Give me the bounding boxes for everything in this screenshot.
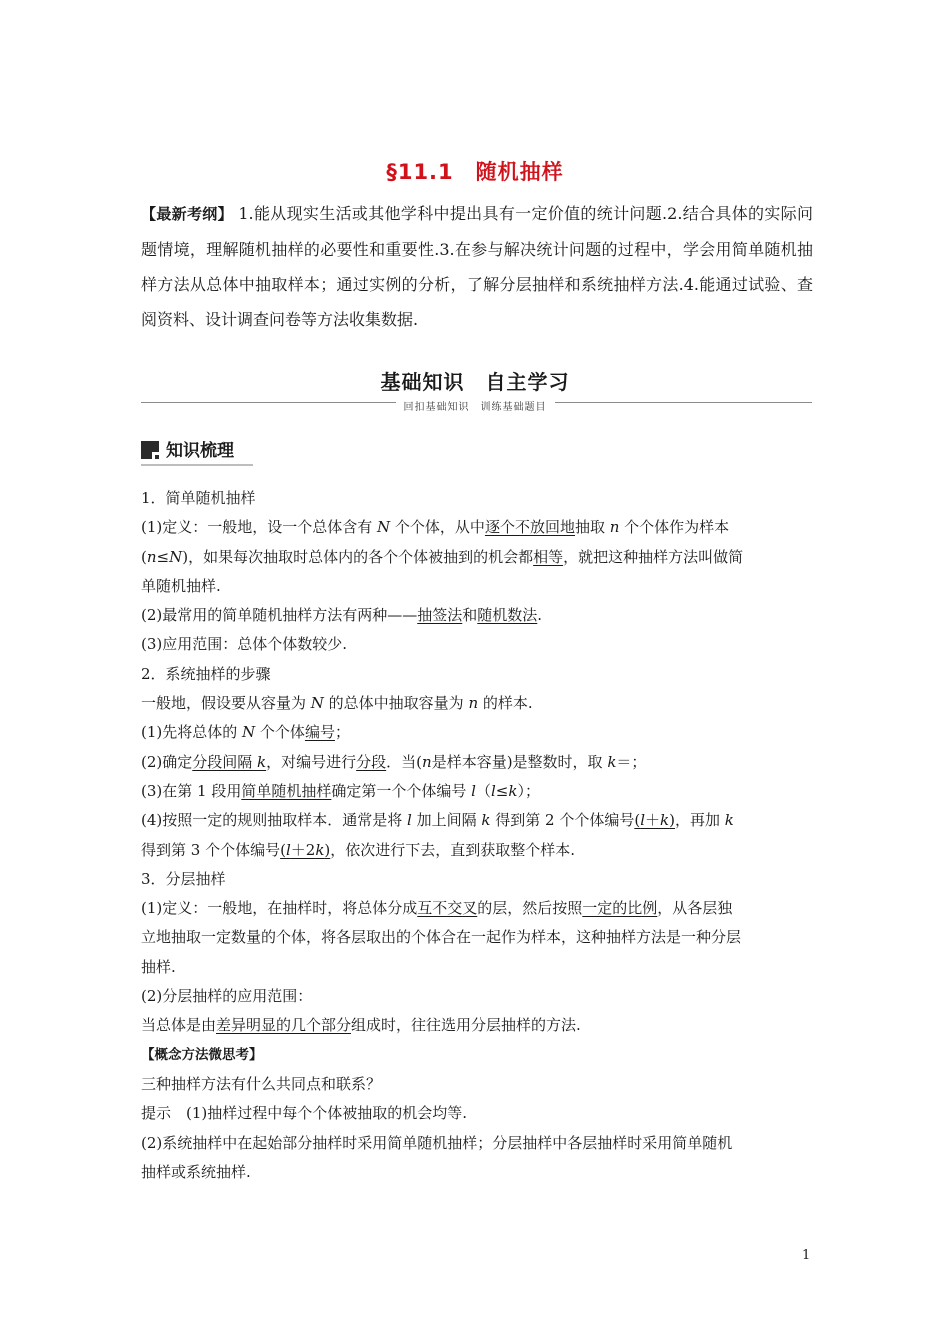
text-segment: 是样本容量)是整数时，取 xyxy=(431,752,608,771)
content-line xyxy=(141,1041,813,1070)
text-segment: ，就把这种抽样方法叫做简 xyxy=(563,547,744,566)
underlined-answer: 分段 xyxy=(356,752,387,771)
content-line xyxy=(141,630,813,659)
underlined-answer: ＋2 xyxy=(290,840,316,859)
text-segment: （ xyxy=(475,781,491,800)
underlined-answer: ) xyxy=(669,811,675,830)
content-line xyxy=(141,953,813,982)
content-line xyxy=(141,865,813,894)
text-segment: 单随机抽样. xyxy=(141,576,221,595)
text-segment: 当总体是由 xyxy=(141,1016,217,1035)
underlined-answer: 编号 xyxy=(304,723,335,742)
text-segment: (1)定义：一般地，设一个总体含有 xyxy=(141,518,378,537)
text-segment: . xyxy=(537,606,543,625)
section-banner-subtitle: 回扣基础知识 训练基础题目 xyxy=(396,402,555,413)
text-segment: 抽样或系统抽样. xyxy=(141,1162,251,1181)
content-line xyxy=(141,748,813,777)
text-segment: 的层，然后按照 xyxy=(477,899,583,918)
content-line xyxy=(141,484,813,513)
text-segment: n xyxy=(609,518,620,537)
text-segment: (2)分层抽样的应用范围： xyxy=(141,987,313,1006)
knowledge-content xyxy=(141,484,813,1187)
underlined-answer: ) xyxy=(324,840,331,859)
text-segment: (2)最常用的简单随机抽样方法有两种—— xyxy=(141,606,418,625)
underlined-answer: ( xyxy=(634,811,641,830)
text-segment: 2．系统抽样的步骤 xyxy=(141,664,271,683)
underlined-answer: ( xyxy=(280,840,286,859)
underlined-answer: 一定的比例 xyxy=(582,899,658,918)
text-segment: 三种抽样方法有什么共同点和联系？ xyxy=(141,1074,382,1093)
section-banner-subtitle-wrap xyxy=(0,395,950,414)
content-line xyxy=(141,894,813,923)
text-segment: k xyxy=(607,752,617,771)
underlined-answer: 互不交叉 xyxy=(417,899,478,918)
text-segment: (2)确定 xyxy=(141,752,193,771)
text-segment: 3．分层抽样 xyxy=(141,869,226,888)
underlined-answer: 随机数法 xyxy=(477,606,538,625)
underlined-answer: l xyxy=(640,811,646,830)
exam-outline-text: 1.能从现实生活或其他学科中提出具有一定价值的统计问题.2.结合具体的实际问题情境，理解随机抽样的必要性和重要性.3.在参与解决统计问题的过程中，学会用简单随机抽样方法从总体中抽取样本；通过实例的分析，了解分层抽样和系统抽样方法.4.能通过试验、查阅资料、设计调查问卷等方法收集数据. xyxy=(141,204,813,329)
text-segment: (2)系统抽样中在起始部分抽样时采用简单随机抽样；分层抽样中各层抽样时采用简单随机 xyxy=(141,1133,733,1152)
text-segment: ，从各层独 xyxy=(657,899,733,918)
text-segment: (3)应用范围：总体个体数较少. xyxy=(141,635,348,654)
text-segment: k xyxy=(481,811,491,830)
text-segment: N xyxy=(242,723,256,742)
content-line xyxy=(141,1070,813,1099)
text-segment: l xyxy=(490,781,496,800)
content-line xyxy=(141,1158,813,1187)
text-segment: k xyxy=(724,811,734,830)
content-line xyxy=(141,836,813,865)
text-segment: 1．简单随机抽样 xyxy=(141,489,256,507)
text-segment: ，依次进行下去，直到获取整个样本. xyxy=(330,840,576,859)
square-bullet-icon xyxy=(141,441,159,459)
text-segment: 得到第 3 个个体编号 xyxy=(141,840,281,859)
content-line xyxy=(141,1129,813,1158)
text-segment: l xyxy=(407,811,412,830)
text-segment: (1)先将总体的 xyxy=(141,723,243,742)
text-segment: 组成时，往往选用分层抽样的方法. xyxy=(351,1016,581,1035)
text-segment: n xyxy=(422,752,432,771)
text-segment: n xyxy=(146,547,157,566)
text-segment: 立地抽取一定数量的个体，将各层取出的个体合在一起作为样本，这种抽样方法是一种分层 xyxy=(141,928,742,947)
text-segment: ≤ xyxy=(156,547,170,566)
text-segment: ）； xyxy=(517,781,540,800)
text-segment: 和 xyxy=(462,606,478,625)
text-segment: 的样本. xyxy=(478,694,533,713)
text-segment: 加上间隔 xyxy=(411,811,482,830)
underlined-answer: k xyxy=(257,752,267,771)
content-line xyxy=(141,572,813,601)
text-segment: 的总体中抽取容量为 xyxy=(323,694,469,713)
text-segment: ≤ xyxy=(495,781,509,800)
page-title: §11.1 随机抽样 xyxy=(386,160,564,184)
text-segment: l xyxy=(471,781,476,800)
text-segment: k xyxy=(508,781,518,800)
content-line xyxy=(141,777,813,806)
content-line xyxy=(141,806,813,835)
text-segment: ．当( xyxy=(386,752,423,771)
page-number: 1 xyxy=(802,1248,811,1263)
text-segment: ，对编号进行 xyxy=(266,752,357,771)
text-segment: N xyxy=(377,518,391,537)
knowledge-section-title: 知识梳理 xyxy=(166,441,234,461)
text-segment: (1)定义：一般地，在抽样时，将总体分成 xyxy=(141,899,418,918)
text-segment: 抽取 xyxy=(574,518,610,537)
section-banner-title: 基础知识 自主学习 xyxy=(380,370,570,394)
content-line xyxy=(141,513,813,542)
content-line xyxy=(141,543,813,572)
underlined-answer: ＋ xyxy=(645,811,661,830)
underlined-answer: k xyxy=(315,840,325,859)
text-segment: n xyxy=(468,694,479,713)
text-segment: )，如果每次抽取时总体内的各个个体被抽到的机会都 xyxy=(182,547,534,566)
text-segment: ； xyxy=(334,723,350,742)
content-line xyxy=(141,1011,813,1040)
text-segment: 一般地，假设要从容量为 xyxy=(141,694,311,713)
exam-outline-tag: 【最新考纲】 xyxy=(141,205,233,223)
text-segment: ＝； xyxy=(616,752,647,771)
text-segment: 个个体，从中 xyxy=(390,518,485,537)
text-segment: N xyxy=(169,547,183,566)
text-segment: ，再加 xyxy=(674,811,725,830)
text-segment: 确定第一个个体编号 xyxy=(331,781,472,800)
underlined-answer: 相等 xyxy=(533,547,564,566)
text-segment: (4)按照一定的规则抽取样本．通常是将 xyxy=(141,811,408,830)
underlined-answer: k xyxy=(660,811,670,830)
underlined-answer: 抽签法 xyxy=(417,606,463,625)
content-line xyxy=(141,923,813,952)
underlined-answer: 逐个不放回地 xyxy=(484,518,575,537)
text-segment: 提示 (1)抽样过程中每个个体被抽取的机会均等. xyxy=(141,1104,468,1123)
underlined-answer: 分段间隔 xyxy=(192,752,258,771)
underlined-answer: 差异明显的几个部分 xyxy=(216,1016,352,1035)
content-line xyxy=(141,689,813,718)
text-segment: 个个体作为样本 xyxy=(619,518,730,537)
exam-outline xyxy=(141,196,813,337)
content-line xyxy=(141,660,813,689)
text-segment: ( xyxy=(141,547,147,566)
content-line xyxy=(141,601,813,630)
text-segment: 【概念方法微思考】 xyxy=(141,1046,263,1063)
text-segment: 抽样. xyxy=(141,957,176,976)
underlined-answer: 简单随机抽样 xyxy=(241,781,332,800)
underlined-answer: l xyxy=(285,840,291,859)
text-segment: 个个体 xyxy=(255,723,305,742)
content-line xyxy=(141,718,813,747)
content-line xyxy=(141,982,813,1011)
text-segment: N xyxy=(310,694,324,713)
knowledge-section-heading xyxy=(141,438,253,466)
text-segment: 得到第 2 个个体编号 xyxy=(490,811,635,830)
content-line xyxy=(141,1099,813,1128)
text-segment: (3)在第 1 段用 xyxy=(141,781,242,800)
